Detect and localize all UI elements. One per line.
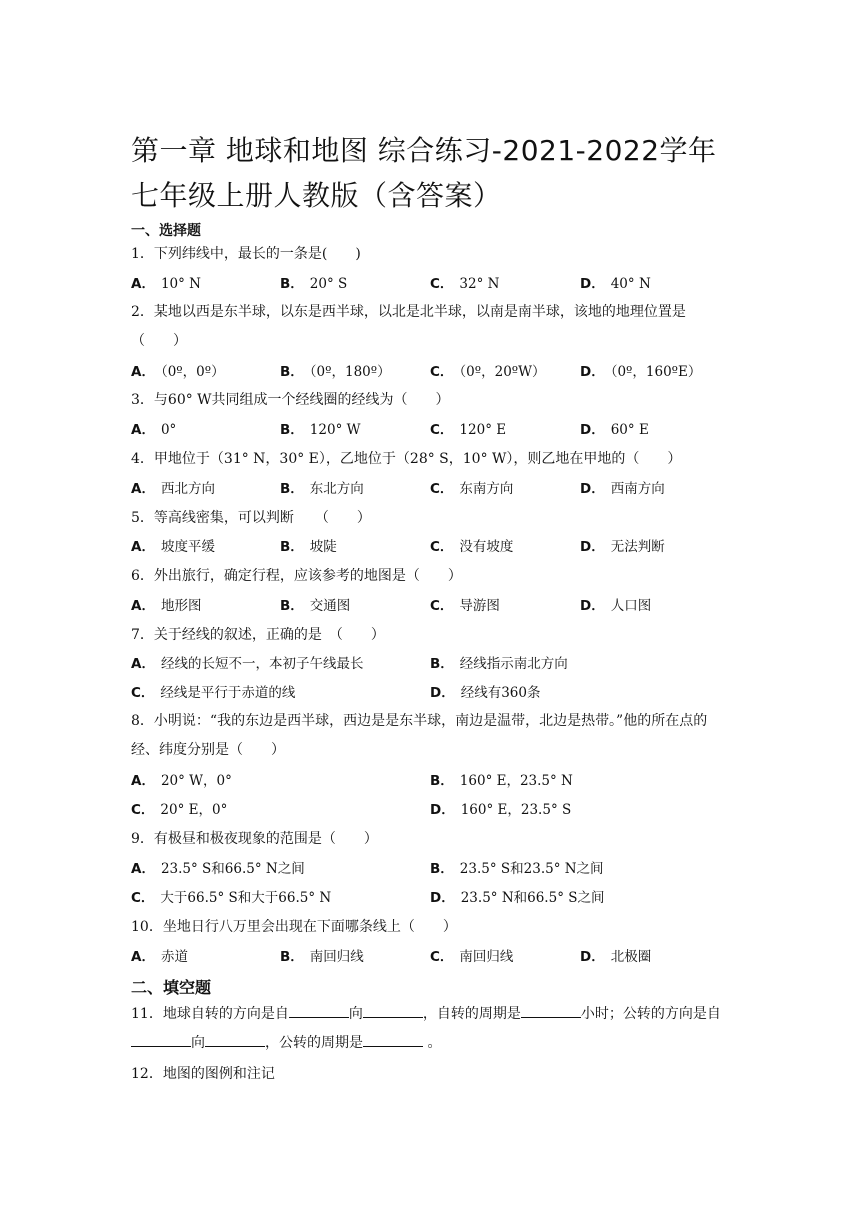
- option-b: B． 120° W: [280, 422, 361, 438]
- option-c: C． 20° E，0°: [131, 802, 228, 818]
- option-d: D． 23.5° N和66.5° S之间: [430, 890, 605, 906]
- option-b: B． 南回归线: [280, 949, 364, 965]
- option-d: D． 160° E，23.5° S: [430, 802, 572, 818]
- page-title: 第一章 地球和地图 综合练习-2021-2022学年七年级上册人教版（含答案）: [131, 134, 717, 212]
- option-d: D． 西南方向: [580, 481, 665, 497]
- question-stem: 1．下列纬线中，最长的一条是( ): [131, 246, 361, 262]
- option-c: C． 经线是平行于赤道的线: [131, 685, 296, 701]
- question-stem: 10．坐地日行八万里会出现在下面哪条线上（ ）: [131, 919, 457, 935]
- option-d: D． 40° N: [580, 276, 651, 292]
- option-d: D． 经线有360条: [430, 685, 541, 701]
- option-a: A． 西北方向: [131, 481, 215, 497]
- section-heading-choice: 一、选择题: [131, 223, 201, 239]
- answer-blank: [363, 1003, 423, 1018]
- option-b: B． 东北方向: [280, 481, 364, 497]
- question-stem: 3．与60° W共同组成一个经线圈的经线为（ ）: [131, 392, 450, 408]
- answer-blank: [521, 1003, 581, 1018]
- option-b: B． 160° E，23.5° N: [430, 773, 573, 789]
- answer-blank: [289, 1003, 349, 1018]
- section-heading-fill: 二、填空题: [131, 978, 212, 997]
- option-d: D． 人口图: [580, 598, 652, 614]
- question-stem: 7．关于经线的叙述，正确的是 （ ）: [131, 627, 385, 643]
- option-b: B． （0º，180º）: [280, 364, 391, 380]
- option-a: A． 经线的长短不一，本初子午线最长: [131, 656, 364, 672]
- answer-blank: [131, 1032, 191, 1047]
- option-a: A． 23.5° S和66.5° N之间: [131, 861, 305, 877]
- option-c: C． 没有坡度: [430, 539, 514, 555]
- answer-blank: [363, 1032, 423, 1047]
- option-d: D． （0º，160ºE）: [580, 364, 702, 380]
- question-stem: 2．某地以西是东半球，以东是西半球，以北是北半球，以南是南半球，该地的地理位置是（ ）: [131, 304, 686, 349]
- answer-blank: [205, 1032, 265, 1047]
- option-a: A． 0°: [131, 422, 177, 438]
- option-c: C． （0º，20ºW）: [430, 364, 546, 380]
- option-c: C． 南回归线: [430, 949, 514, 965]
- option-a: A． 20° W，0°: [131, 773, 232, 789]
- option-a: A． 赤道: [131, 949, 188, 965]
- fill-question-12: 12．地图的图例和注记: [131, 1066, 275, 1082]
- option-c: C． 32° N: [430, 276, 500, 292]
- option-c: C． 大于66.5° S和大于66.5° N: [131, 890, 332, 906]
- option-a: A． 坡度平缓: [131, 539, 215, 555]
- question-stem: 8．小明说：“我的东边是西半球，西边是是东半球，南边是温带，北边是热带。”他的所在点的经、纬度分别是（ ）: [131, 713, 708, 758]
- question-stem: 4．甲地位于（31° N，30° E），乙地位于（28° S，10° W），则乙地在甲地的（ ）: [131, 451, 682, 467]
- option-b: B． 交通图: [280, 598, 351, 614]
- option-c: C． 导游图: [430, 598, 500, 614]
- option-c: C． 东南方向: [430, 481, 514, 497]
- question-stem: 6．外出旅行，确定行程，应该参考的地图是（ ）: [131, 568, 462, 584]
- option-c: C． 120° E: [430, 422, 507, 438]
- option-a: A． 地形图: [131, 598, 202, 614]
- option-b: B． 23.5° S和23.5° N之间: [430, 861, 604, 877]
- option-d: D． 无法判断: [580, 539, 665, 555]
- option-a: A． （0º，0º）: [131, 364, 225, 380]
- question-stem: 5．等高线密集，可以判断 （ ）: [131, 510, 371, 526]
- option-b: B． 20° S: [280, 276, 348, 292]
- option-a: A． 10° N: [131, 276, 201, 292]
- option-b: B． 经线指示南北方向: [430, 656, 568, 672]
- fill-question-11: 11．地球自转的方向是自 向 ，自转的周期是 小时；公转的方向是自向 ，公转的周期是 。: [131, 1000, 731, 1058]
- option-d: D． 60° E: [580, 422, 649, 438]
- question-stem: 9．有极昼和极夜现象的范围是（ ）: [131, 831, 378, 847]
- option-d: D． 北极圈: [580, 949, 652, 965]
- option-b: B． 坡陡: [280, 539, 337, 555]
